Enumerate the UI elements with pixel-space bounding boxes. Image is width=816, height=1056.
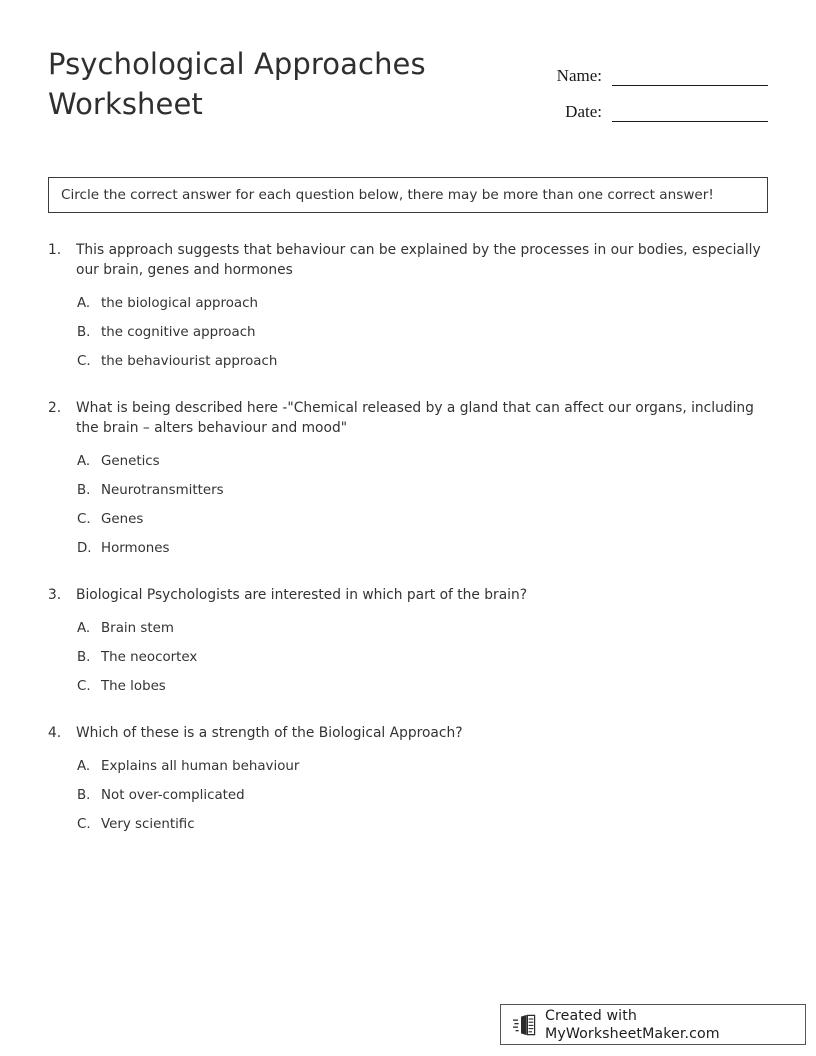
option-letter: A. [77, 454, 91, 469]
instruction-text: Circle the correct answer for each question below, there may be more than one correct answer! [61, 187, 714, 203]
worksheet-maker-logo-icon [513, 1014, 537, 1036]
option-item[interactable] [77, 294, 770, 323]
name-date-block [508, 50, 768, 122]
option-text: The lobes [101, 679, 166, 694]
option-item[interactable] [77, 323, 770, 352]
option-item[interactable] [77, 619, 770, 648]
option-item[interactable] [77, 510, 770, 539]
option-list [48, 757, 770, 844]
option-item[interactable] [77, 452, 770, 481]
question-item [48, 723, 770, 844]
option-item[interactable] [77, 786, 770, 815]
question-item [48, 398, 770, 568]
option-letter: C. [77, 512, 91, 527]
option-text: Genes [101, 512, 144, 527]
option-item[interactable] [77, 815, 770, 844]
name-label: Name: [556, 66, 602, 85]
question-text: This approach suggests that behaviour can be explained by the processes in our bodies, especially our brain, genes and hormones [76, 242, 761, 278]
option-text: Very scientific [101, 817, 195, 832]
option-letter: B. [77, 325, 91, 340]
option-item[interactable] [77, 648, 770, 677]
option-letter: C. [77, 679, 91, 694]
option-letter: A. [77, 621, 91, 636]
option-text: Not over-complicated [101, 788, 245, 803]
created-with-badge[interactable] [500, 1004, 806, 1045]
option-letter: B. [77, 650, 91, 665]
option-text: Brain stem [101, 621, 174, 636]
option-list [48, 619, 770, 706]
option-text: the cognitive approach [101, 325, 256, 340]
option-letter: B. [77, 788, 91, 803]
question-number: 3. [48, 587, 62, 603]
question-number: 2. [48, 400, 62, 416]
option-letter: A. [77, 296, 91, 311]
option-letter: D. [77, 541, 92, 556]
question-number: 1. [48, 242, 62, 258]
question-text: Which of these is a strength of the Biological Approach? [76, 725, 463, 741]
option-text: the biological approach [101, 296, 258, 311]
option-list [48, 452, 770, 568]
question-text: What is being described here -"Chemical released by a gland that can affect our organs, including the brain – alters behaviour and mood" [76, 400, 754, 436]
option-item[interactable] [77, 539, 770, 568]
date-label: Date: [565, 102, 602, 121]
question-item [48, 585, 770, 706]
option-text: the behaviourist approach [101, 354, 278, 369]
name-input-line[interactable] [612, 65, 768, 86]
option-text: Neurotransmitters [101, 483, 224, 498]
badge-label: Created with MyWorksheetMaker.com [545, 1007, 720, 1042]
instruction-box [48, 177, 768, 213]
option-list [48, 294, 770, 381]
question-item [48, 240, 770, 381]
question-header [48, 723, 770, 743]
option-item[interactable] [77, 677, 770, 706]
name-row [508, 50, 768, 86]
question-text: Biological Psychologists are interested in which part of the brain? [76, 587, 528, 603]
option-letter: C. [77, 354, 91, 369]
option-item[interactable] [77, 352, 770, 381]
question-number: 4. [48, 725, 62, 741]
option-letter: C. [77, 817, 91, 832]
option-text: Genetics [101, 454, 160, 469]
option-text: The neocortex [101, 650, 198, 665]
option-item[interactable] [77, 757, 770, 786]
option-letter: A. [77, 759, 91, 774]
date-row [508, 86, 768, 122]
worksheet-header [48, 44, 768, 140]
option-text: Hormones [101, 541, 170, 556]
question-header [48, 398, 770, 438]
option-item[interactable] [77, 481, 770, 510]
option-letter: B. [77, 483, 91, 498]
question-list [48, 240, 770, 861]
question-header [48, 240, 770, 280]
date-input-line[interactable] [612, 101, 768, 122]
page-title: Psychological Approaches Worksheet [48, 47, 426, 121]
option-text: Explains all human behaviour [101, 759, 300, 774]
question-header [48, 585, 770, 605]
